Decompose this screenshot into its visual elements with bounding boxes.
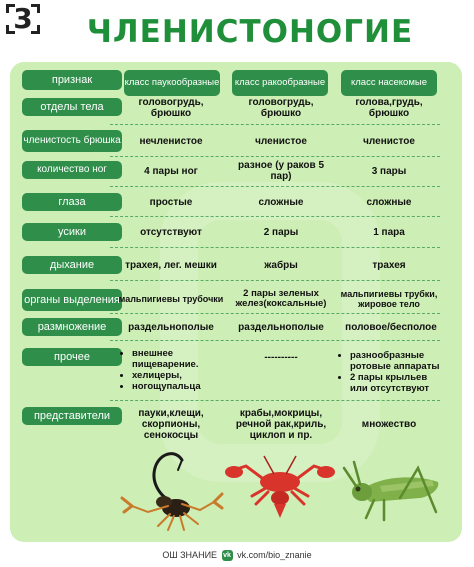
footer-link[interactable]: vk.com/bio_znanie — [237, 550, 312, 560]
footer-brand: ОШ ЗНАНИЕ — [162, 550, 218, 560]
list-item: • разнообразные ротовые аппараты — [350, 350, 442, 372]
cell-crustaceans-eyes: сложные — [258, 196, 304, 208]
row-label-reproduction: размножение — [22, 318, 122, 336]
cell-insects-legs: 3 пары — [371, 165, 407, 177]
row-label-legs: количество ног — [22, 161, 122, 179]
row-label-other: прочее — [22, 348, 122, 366]
cell-insects-antennae: 1 пара — [373, 226, 405, 238]
cell-arachnids-eyes: простые — [149, 196, 193, 208]
row-divider — [110, 186, 440, 187]
row-label-eyes: глаза — [22, 193, 122, 211]
cell-insects-body-parts: голова,грудь, брюшко — [355, 97, 423, 119]
scorpion-illustration — [118, 440, 226, 535]
brand-logo — [6, 4, 40, 34]
cell-insects-reproduction: половое/бесполое — [345, 321, 437, 333]
cell-insects-eyes: сложные — [366, 196, 412, 208]
cell-crustaceans-representatives: крабы,мокрицы, речной рак,криль, циклоп и пр. — [235, 407, 327, 441]
cell-crustaceans-legs: разное (у раков 5 пар) — [237, 160, 325, 182]
footer — [0, 550, 474, 561]
cell-insects-segmentation: членистое — [363, 135, 415, 147]
cell-crustaceans-antennae: 2 пары — [263, 226, 299, 238]
row-divider — [110, 124, 440, 125]
row-divider — [110, 313, 440, 314]
cell-arachnids-other — [122, 348, 227, 392]
cell-crustaceans-other: ---------- — [264, 351, 298, 363]
cell-insects-excretion: мальпигиевы трубки, жировое тело — [340, 289, 438, 309]
row-divider — [110, 156, 440, 157]
page-title: ЧЛЕНИСТОНОГИЕ — [86, 14, 414, 50]
row-divider — [110, 247, 440, 248]
row-label-representatives: представители — [22, 407, 122, 425]
cell-arachnids-segmentation: нечленистое — [139, 135, 203, 147]
cell-arachnids-legs: 4 пары ног — [144, 165, 198, 177]
list-item: • внешнее пищеварение. — [132, 348, 227, 370]
cell-insects-breathing: трахея — [372, 259, 406, 271]
row-divider — [110, 400, 440, 401]
list-item: • хелицеры, — [132, 370, 227, 381]
header-arachnids: класс паукообразные — [124, 70, 220, 96]
vk-icon: vk — [223, 552, 231, 560]
grasshopper-illustration — [340, 452, 450, 530]
cell-crustaceans-reproduction: раздельнополые — [238, 321, 324, 333]
logo-number: 3 — [13, 2, 33, 35]
row-label-breathing: дыхание — [22, 256, 122, 274]
cell-arachnids-body-parts: головогрудь, брюшко — [138, 97, 204, 119]
header-insects: класс насекомые — [341, 70, 437, 96]
cell-crustaceans-segmentation: членистое — [255, 135, 307, 147]
list-item: • ногощупальца — [132, 381, 227, 392]
row-label-excretion: органы выделения — [22, 289, 122, 311]
list-item: • 2 пары крыльев или отсутствуют — [350, 372, 442, 394]
crayfish-illustration — [224, 452, 336, 524]
row-label-antennae: усики — [22, 223, 122, 241]
cell-arachnids-antennae: отсутствуют — [140, 226, 202, 238]
cell-arachnids-breathing: трахея, лег. мешки — [125, 259, 217, 271]
cell-crustaceans-body-parts: головогрудь, брюшко — [248, 97, 314, 119]
header-feature: признак — [22, 70, 122, 90]
cell-crustaceans-breathing: жабры — [264, 259, 298, 271]
row-label-abdomen-segmentation: членистость брюшка — [22, 130, 122, 152]
row-divider — [110, 216, 440, 217]
cell-insects-other — [340, 350, 442, 394]
row-label-body-parts: отделы тела — [22, 98, 122, 116]
cell-arachnids-excretion: мальпигиевы трубочки — [118, 294, 224, 304]
header-crustaceans: класс ракообразные — [232, 70, 328, 96]
row-divider — [110, 280, 440, 281]
row-divider — [110, 340, 440, 341]
cell-arachnids-representatives: пауки,клещи, скорпионы, сенокосцы — [138, 407, 204, 441]
cell-crustaceans-excretion: 2 пары зеленых желез(коксальные) — [235, 288, 327, 309]
cell-arachnids-reproduction: раздельнополые — [128, 321, 214, 333]
cell-insects-representatives: множество — [361, 418, 417, 430]
